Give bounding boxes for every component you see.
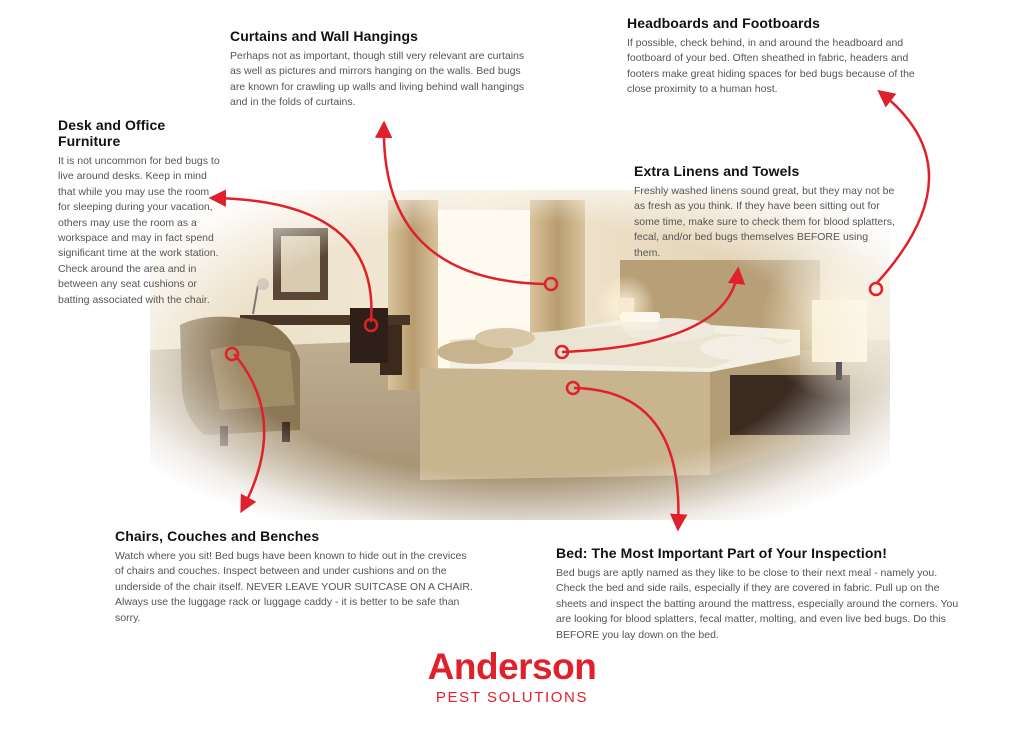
section-body: Perhaps not as important, though still very relevant are curtains as well as pictures and mirrors hanging on the walls. Bed bugs are known for crawling up walls and living behind wall hangings and in the folds of curtains. (230, 50, 525, 109)
section-body: If possible, check behind, in and around the headboard and footboard of your bed. Often sheathed in fabric, headers and footers make great hiding spaces for bed bugs because of the close proximity to a human host. (627, 37, 915, 96)
section-headboards (627, 15, 932, 98)
section-body: It is not uncommon for bed bugs to live around desks. Keep in mind that while you may use the room for sleeping during your vacation, others may use the room as a workspace and may in fact spend significant time at the work station. Check around the area and in between any seat cushions or batting associated with the chair. (58, 155, 220, 306)
logo-tagline: PEST SOLUTIONS (435, 689, 589, 706)
section-title: Headboards and Footboards (627, 15, 821, 31)
section-body: Bed bugs are aptly named as they like to be close to their next meal - namely you. Check the bed and side rails, especially if they are covered in fabric. Pull up on the sheets and inspect the batting around the mattress, especially around the corners. You are looking for blood splatters, fecal matter, molting, and even live bed bugs. Do this BEFORE you lay down on the bed. (556, 567, 959, 641)
section-desk (58, 117, 223, 308)
section-chairs (115, 528, 475, 626)
section-body: Watch where you sit! Bed bugs have been known to hide out in the crevices of chairs and couches. Inspect between and under cushions and on the underside of the chair itself. NEVER LEAVE YOUR SUITCASE ON A CHAIR. Always use the luggage rack or luggage caddy - it is better to be safe than sorry. (115, 550, 473, 624)
section-title: Bed: The Most Important Part of Your Inspection! (556, 545, 887, 561)
section-title: Desk and Office Furniture (58, 117, 166, 149)
section-title: Chairs, Couches and Benches (115, 528, 320, 544)
section-bed (556, 545, 968, 643)
section-curtains (230, 28, 530, 111)
section-title: Extra Linens and Towels (634, 163, 800, 179)
section-title: Curtains and Wall Hangings (230, 28, 418, 44)
logo-wordmark: Anderson (427, 646, 597, 687)
section-body: Freshly washed linens sound great, but they may not be as fresh as you think. If they have been sitting out for some time, make sure to check them for blood splatters, fecal, and/or bed bugs themselves BEFORE using them. (634, 185, 895, 259)
section-linens (634, 163, 896, 261)
